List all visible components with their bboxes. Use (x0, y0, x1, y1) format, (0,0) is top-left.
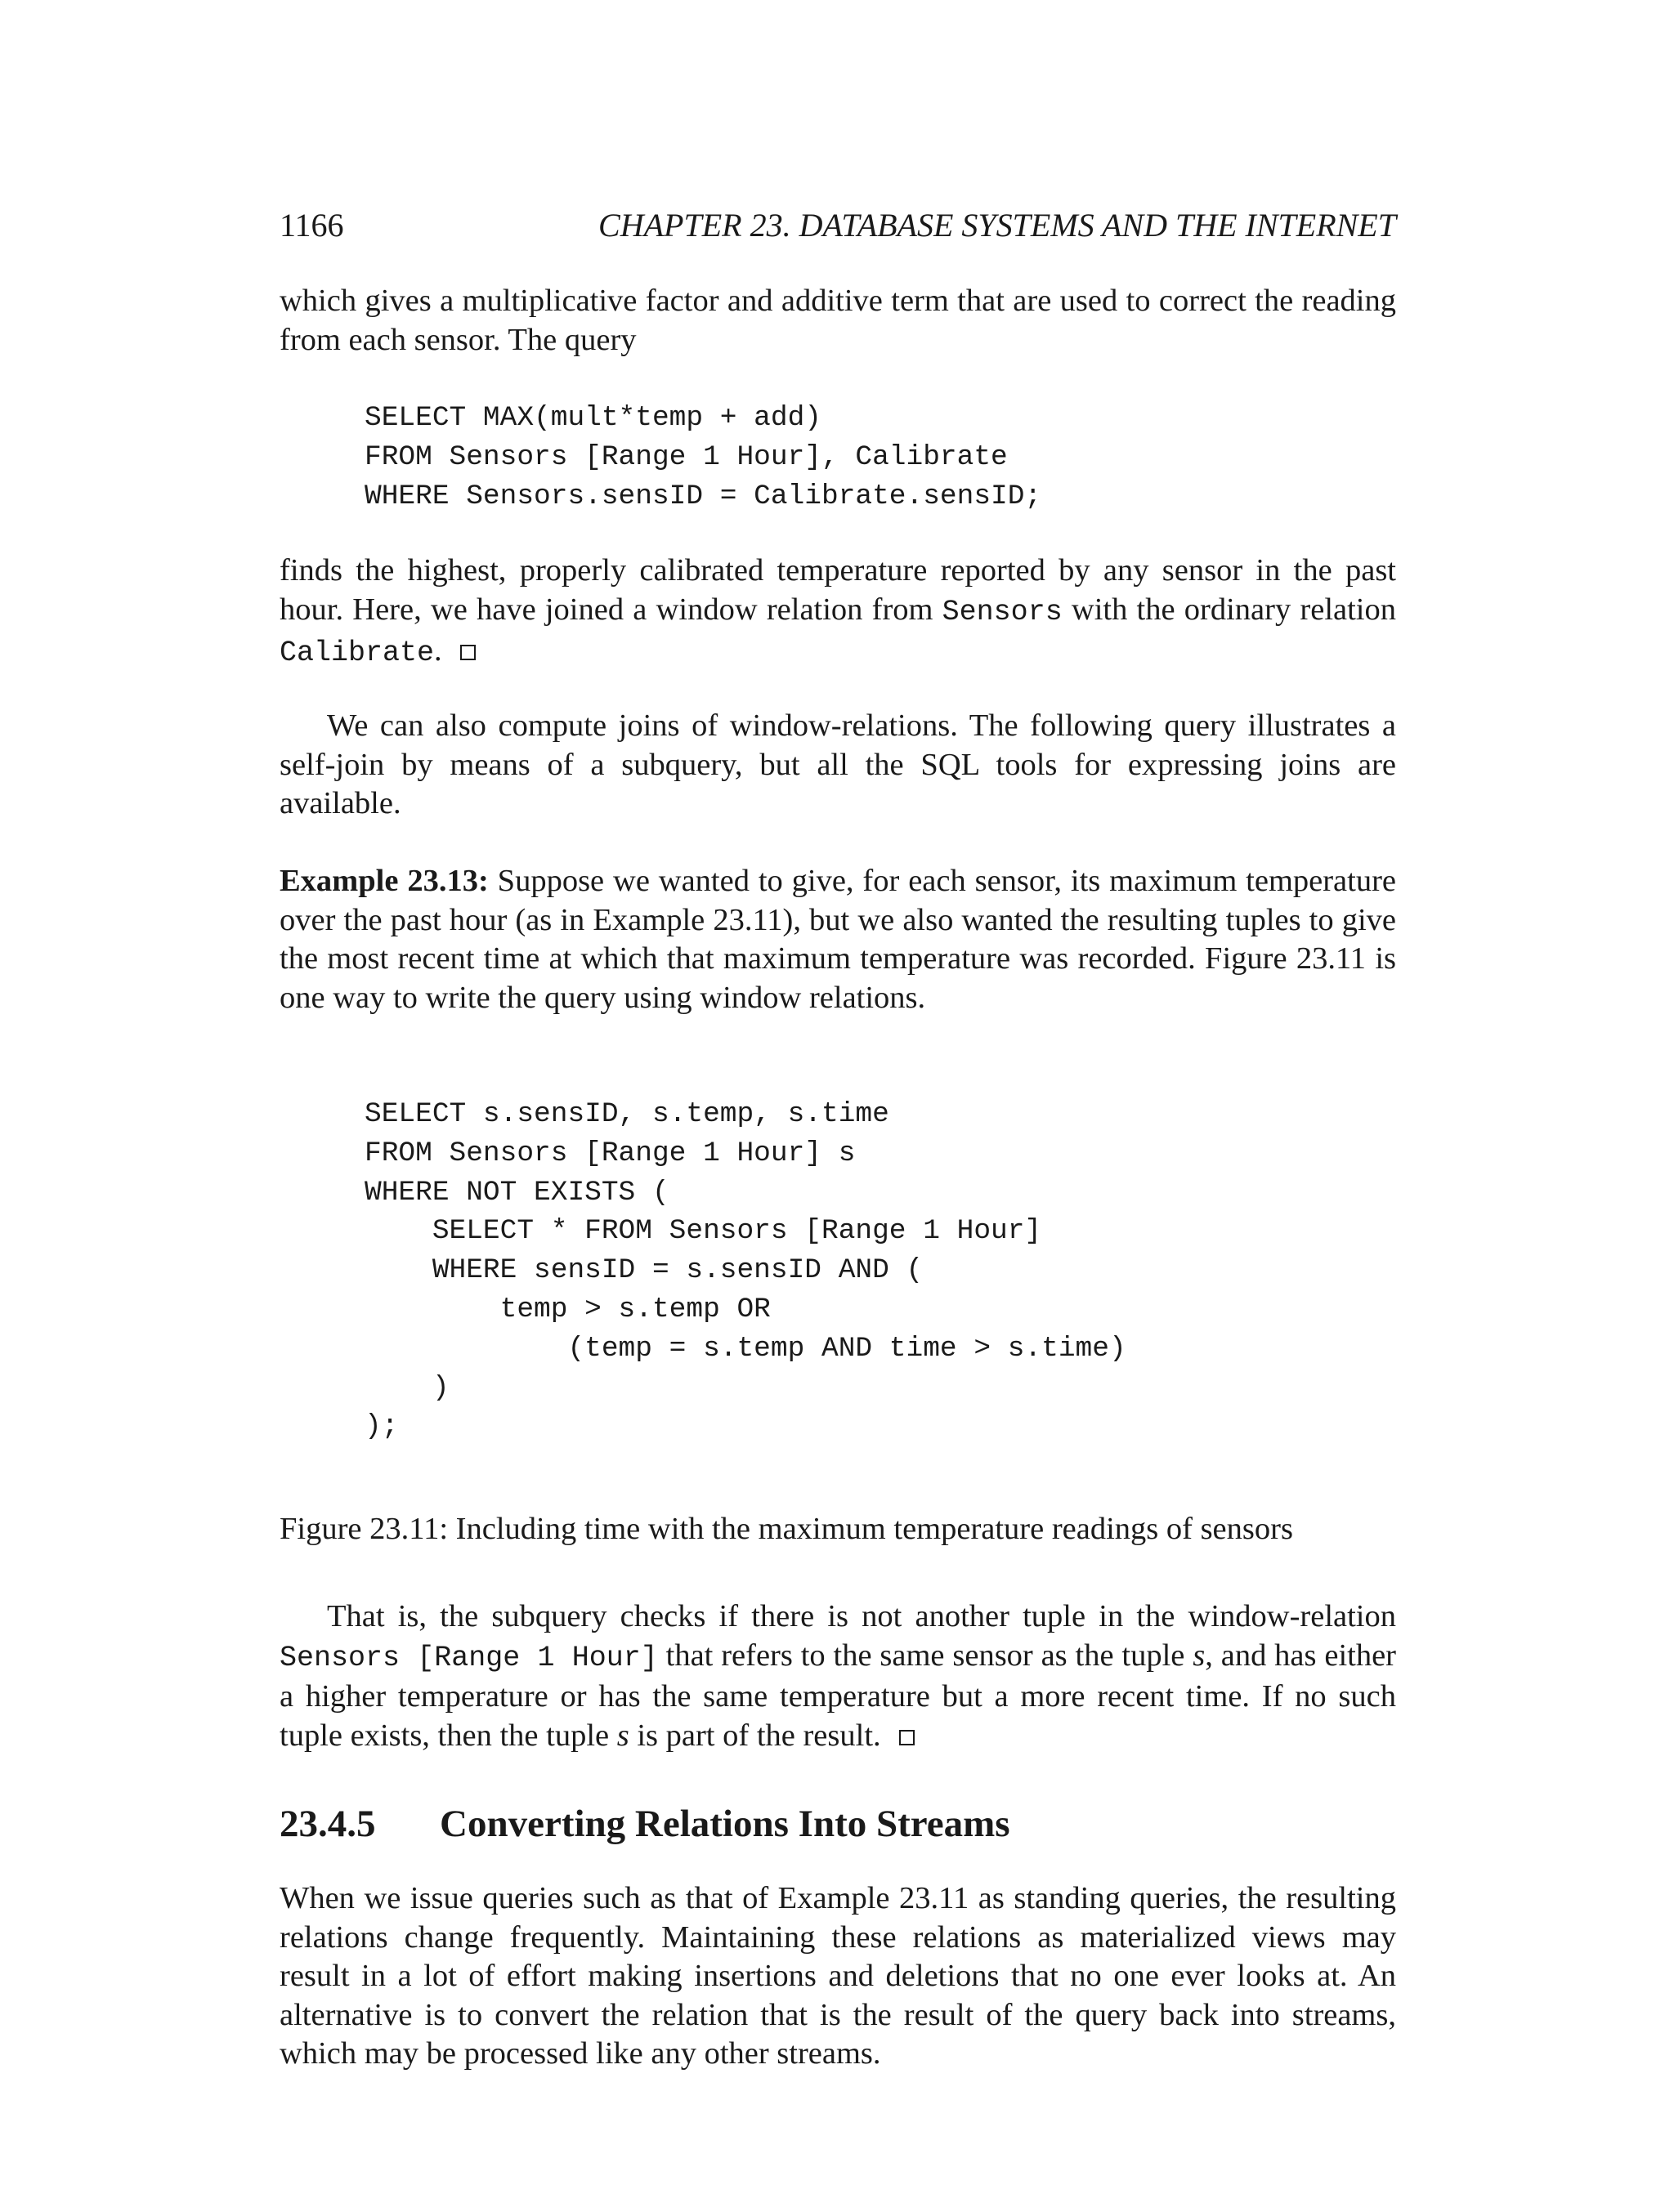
section-number: 23.4.5 (280, 1803, 376, 1845)
code-line: FROM Sensors [Range 1 Hour] s (365, 1137, 856, 1169)
chapter-title: CHAPTER 23. DATABASE SYSTEMS AND THE INTERNET (598, 207, 1396, 244)
code-block-calibrate-query (365, 399, 1041, 516)
code-line: SELECT MAX(mult*temp + add) (365, 402, 821, 434)
example-label: Example 23.13: (280, 864, 489, 898)
section-heading (280, 1802, 1010, 1846)
inline-code-sensors-range: Sensors [Range 1 Hour] (280, 1641, 658, 1674)
code-line: ); (365, 1410, 399, 1443)
running-header (280, 206, 1396, 252)
figure-caption: Figure 23.11: Including time with the maximum temperature readings of sensors (280, 1512, 1293, 1546)
inline-code-sensors: Sensors (942, 595, 1063, 628)
code-line: WHERE Sensors.sensID = Calibrate.sensID; (365, 480, 1042, 512)
inline-code-calibrate: Calibrate (280, 637, 435, 669)
code-line: (temp = s.temp AND time > s.time) (365, 1332, 1126, 1365)
code-line: ) (365, 1371, 450, 1404)
section-title: Converting Relations Into Streams (440, 1803, 1010, 1845)
variable-s: s (1193, 1638, 1206, 1673)
code-line: SELECT * FROM Sensors [Range 1 Hour] (365, 1215, 1042, 1248)
paragraph-converting-relations: When we issue queries such as that of Example 23.11 as standing queries, the resulting relations change frequently. Maintaining these relations as materialized views may result in a lot of effort making insertions and deletions that no one ever looks at. An alternative is to convert the relation that is the result of the query back into streams, which may be processed like any other streams. (280, 1881, 1396, 2071)
variable-s: s (616, 1718, 629, 1753)
paragraph-subquery-explanation: That is, the subquery checks if there is not another tuple in the window-relation Sensors [Range 1 Hour] that refers to the same sensor as the tuple s, and has either a higher temperature or has the same temperature but a more recent time. If no such tuple exists, then the tuple s is part of the result. (280, 1599, 1396, 1753)
code-line: temp > s.temp OR (365, 1293, 771, 1325)
figure-23-11-code (365, 1095, 1126, 1446)
code-line: WHERE NOT EXISTS ( (365, 1176, 669, 1209)
page-number: 1166 (280, 207, 344, 244)
end-of-example-mark (460, 645, 476, 660)
paragraph-window-joins: We can also compute joins of window-relations. The following query illustrates a self-join by means of a subquery, but all the SQL tools for expressing joins are available. (280, 708, 1396, 820)
end-of-example-mark (899, 1730, 915, 1745)
code-line: FROM Sensors [Range 1 Hour], Calibrate (365, 440, 1008, 473)
paragraph-calibrated-result: finds the highest, properly calibrated temperature reported by any sensor in the past hour. Here, we have joined a window relation from Sensors with the ordinary relation Calibrate. (280, 553, 1396, 669)
code-line: SELECT s.sensID, s.temp, s.time (365, 1098, 889, 1130)
code-line: WHERE sensID = s.sensID AND ( (365, 1254, 924, 1287)
paragraph-intro: which gives a multiplicative factor and additive term that are used to correct the reading from each sensor. The query (280, 284, 1396, 357)
example-23-13: Example 23.13: Suppose we wanted to give, for each sensor, its maximum temperature over the past hour (as in Example 23.11), but we also wanted the resulting tuples to give the most recent time at which that maximum temperature was recorded. Figure 23.11 is one way to write the query using window relations. (280, 864, 1396, 1015)
